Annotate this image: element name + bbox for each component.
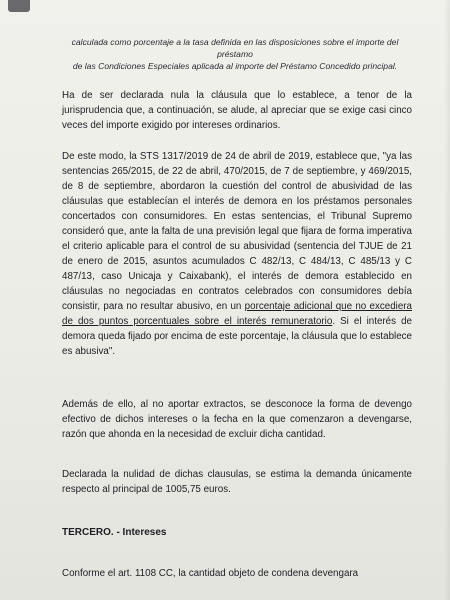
paragraph-interest bbox=[62, 566, 412, 581]
underlined-passage: porcentaje adicional que no excediera de dos puntos porcentuales sobre el interés remuneratorio bbox=[62, 301, 413, 327]
coat-of-arms-logo bbox=[8, 0, 30, 12]
page-edge-shadow bbox=[444, 0, 450, 600]
paragraph-interest-text: Conforme el art. 1108 CC, la cantidad objeto de condena devengara bbox=[62, 568, 359, 579]
quoted-clause bbox=[55, 36, 415, 72]
paragraph-jurisprudence-end: . Si el interés de demora queda fijado por encima de este porcentaje, la cláusula que lo establece es abusiva". bbox=[62, 316, 412, 357]
paragraph-extracts bbox=[62, 397, 412, 442]
paragraph-jurisprudence-text: De este modo, la STS 1317/2019 de 24 de abril de 2019, establece que, "ya las sentencias 265/2015, de 22 de abril, 470/2015, de 7 de septiembre, y 469/2015, de 8 de septiembre, abordaron la cuestión del control de abusividad de las cláusulas que establecían el interés de demora en los préstamos personales concertados con consumidores. En estas sentencias, el Tribunal Supremo consideró que, ante la falta de una previsión legal que fijara de forma imperativa el criterio aplicable para el control de su abusividad (sentencia del TJUE de 21 de enero de 2015, asuntos acumulados C 482/13, C 484/13, C 485/13 y C 487/13, caso Unicaja y Caixabank), el interés de demora establecido en cláusulas no negociadas en contratos celebrados con consumidores debía consistir, para no resultar abusivo, en un bbox=[62, 151, 412, 312]
paragraph-jurisprudence bbox=[62, 149, 412, 359]
paragraph-nullity-text: Ha de ser declarada nula la cláusula que lo establece, a tenor de la jurisprudencia que, a continuación, se alude, al apreciar que se exige casi cinco veces del importe exigido por intereses ordinarios. bbox=[62, 90, 412, 131]
quoted-clause-line-2: de las Condiciones Especiales aplicada al importe del Préstamo Concedido principal. bbox=[72, 61, 398, 71]
paragraph-nullity bbox=[62, 88, 412, 133]
section-heading-tercero: TERCERO. - Intereses bbox=[62, 527, 167, 538]
quoted-clause-line-1: calculada como porcentaje a la tasa definida en las disposiciones sobre el importe del préstamo bbox=[71, 37, 399, 59]
paragraph-extracts-text: Además de ello, al no aportar extractos, se desconoce la forma de devengo efectivo de dichos intereses o la fecha en la que comenzaron a devengarse, razón que ahonda en la necesidad de excluir dicha cantidad. bbox=[62, 399, 412, 440]
paragraph-conclusion-text: Declarada la nulidad de dichas clausulas, se estima la demanda únicamente respecto al principal de 1005,75 euros. bbox=[62, 469, 412, 495]
paragraph-conclusion bbox=[62, 467, 412, 497]
